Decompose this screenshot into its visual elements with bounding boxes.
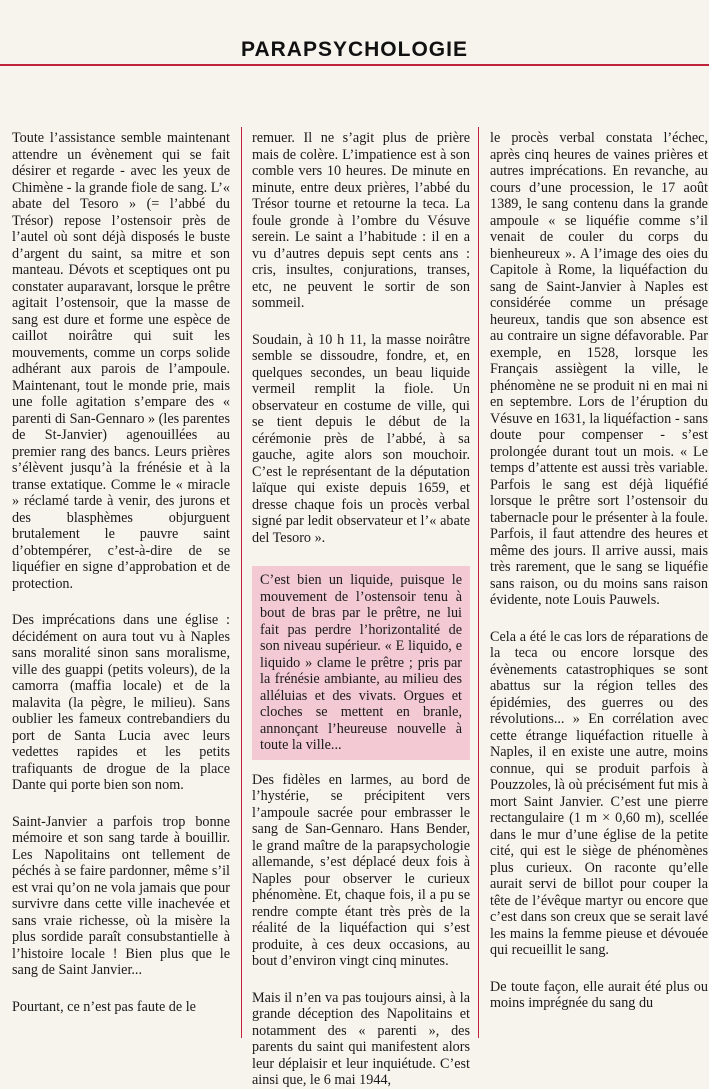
column-divider <box>241 127 242 1038</box>
paragraph: remuer. Il ne s’agit plus de prière mais de colère. L’impatience est à son comble vers 10 heures. De minute en minute, entre deux prières, l’abbé du Trésor tourne et retourne la teca. La foule gronde à l’ombre du Vésuve serein. Le saint a l’habitude : il en a vu d’autres depuis sept cents ans : cris, insultes, conjurations, transes, etc, ne peuvent le sortir de son sommeil. <box>252 130 470 311</box>
text-column-3 <box>490 130 708 1012</box>
paragraph: Toute l’assistance semble maintenant attendre un évènement qui se fait désirer et regarde - avec les yeux de Chimène - la grande fiole de sang. L’« abate del Tesoro » (= l’abbé du Trésor) repose l’ostensoir près de l’autel où sont déjà disposés le buste d’argent du saint, sa mitre et son manteau. Dévots et sceptiques ont pu constater auparavant, lorsque le prêtre agitait l’ostensoir, que la masse de sang est dure et forme une espèce de caillot noirâtre qui suit les mouvements, comme un corps solide adhérant aux parois de l’ampoule. Maintenant, tout le monde prie, mais une folle agitation s’empare des « parenti di San-Gennaro » (les parentes de St-Janvier) agenouillées au premier rang des bancs. Leurs prières s’élèvent jusqu’à la frénésie et à la transe extatique. Comme le « miracle » réclamé tarde à venir, des jurons et des blasphèmes objurguent brutalement le pauvre saint d’obtempérer, c’est-à-dire de se liquéfier en signe d’approbation et de protection. <box>12 130 230 592</box>
highlighted-quote: C’est bien un liquide, puisque le mouvement de l’ostensoir tenu à bout de bras par le prêtre, ne lui fait pas perdre l’horizontalité de son niveau supérieur. « E liquido, e liquido » clame le prêtre ; pris par la frénésie ambiante, au milieu des alléluias et des vivats. Orgues et cloches se mettent en branle, annonçant l’heureuse nouvelle à toute la ville... <box>252 566 470 760</box>
paragraph: Soudain, à 10 h 11, la masse noirâtre semble se dissoudre, fondre, et, en quelques secondes, un beau liquide vermeil remplit la fiole. Un observateur en costume de ville, qui se tient depuis le début de la cérémonie près de l’abbé, à sa gauche, agite alors son mouchoir. C’est le représentant de la députation laïque qui existe depuis 1659, et dresse chaque fois un procès verbal signé par ledit observateur et l’« abate del Tesoro ». <box>252 331 470 546</box>
paragraph: Mais il n’en va pas toujours ainsi, à la grande déception des Napolitains et notamment des « parenti », des parents du saint qui manifestent alors leur déplaisir et leur inquiétude. C’est ainsi que, le 6 mai 1944, <box>252 989 470 1088</box>
page-header-title: PARAPSYCHOLOGIE <box>241 38 468 61</box>
column-divider <box>478 127 479 1038</box>
paragraph: le procès verbal constata l’échec, après cinq heures de vaines prières et autres imprécations. En revanche, au cours d’une procession, le 17 août 1389, le sang contenu dans la grande ampoule « se liquéfie comme s’il venait de couler du corps du bienheureux ». A l’image des oies du Capitole à Rome, la liquéfaction du sang de Saint-Janvier à Naples est considérée comme un présage heureux, tandis que son absence est au contraire un signe défavorable. Par exemple, en 1528, lorsque les Français assiègent la ville, le phénomène ne se produit ni en mai ni en septembre. Lors de l’éruption du Vésuve en 1631, la liquéfaction - sans doute pour compenser - s’est prolongée durant tout un mois. « Le temps d’attente est aussi très variable. Parfois le sang est déjà liquéfié lorsque le prêtre sort l’ostensoir du tabernacle pour le présenter à la foule. Parfois, il faut attendre des heures et même des jours. Il arrive aussi, mais très rarement, que le sang se liquéfie sans raison, ou du moins sans raison évidente, note Louis Pauwels. <box>490 130 708 608</box>
paragraph: Des fidèles en larmes, au bord de l’hystérie, se précipitent vers l’ampoule sacrée pour embrasser le sang de San-Gennaro. Hans Bender, le grand maître de la parapsychologie allemande, s’est déplacé deux fois à Naples pour observer le curieux phénomène. Et, chaque fois, il a pu se rendre compte étant très près de la réalité de la liquéfaction qui s’est produite, à ces deux occasions, au bout d’environ vingt cinq minutes. <box>252 771 470 969</box>
paragraph: Pourtant, ce n’est pas faute de le <box>12 998 196 1015</box>
text-column-1 <box>12 130 230 1015</box>
paragraph: De toute façon, elle aurait été plus ou moins imprégnée du sang du <box>490 978 708 1011</box>
text-column-2 <box>252 130 470 1089</box>
header-rule <box>0 64 709 66</box>
paragraph: Cela a été le cas lors de réparations de la teca ou encore lorsque des évènements catastrophiques se sont abattus sur la région telles des épidémies, des guerres ou des révolutions... » En corrélation avec cette étrange liquéfaction rituelle à Naples, il en existe une autre, moins connue, qui se produit parfois à Pouzzoles, là où précisément fut mis à mort Saint Janvier. C’est une pierre rectangulaire (1 m × 0,60 m), scellée dans le mur d’une église de la petite cité, qui est le siège de phénomènes plus curieux. On raconte qu’elle aurait servi de billot pour couper la tête de l’évêque martyr ou encore que c’est dans son creux que se serait lavé les mains la femme pieuse et dévouée qui recueillit le sang. <box>490 628 708 958</box>
paragraph: Saint-Janvier a parfois trop bonne mémoire et son sang tarde à bouillir. Les Napolitains ont tellement de péchés à se faire pardonner, même s’il est vrai qu’on ne vola jamais que pour survivre dans cette ville inachevée et sans vraie richesse, où la misère la plus sordide paraît consubstantielle à l’histoire locale ! Bien plus que le sang de Saint Janvier... <box>12 813 230 978</box>
paragraph: Des imprécations dans une église : décidément on aura tout vu à Naples sans moralité sinon sans moralisme, ville des guappi (petits voleurs), de la camorra (maffia locale) et de la malavita (la pègre, le milieu). Sans oublier les fameux contrebandiers du port de Santa Lucia avec leurs vedettes rapides et les petits trafiquants de drogue de la place Dante qui porte bien son nom. <box>12 612 230 793</box>
